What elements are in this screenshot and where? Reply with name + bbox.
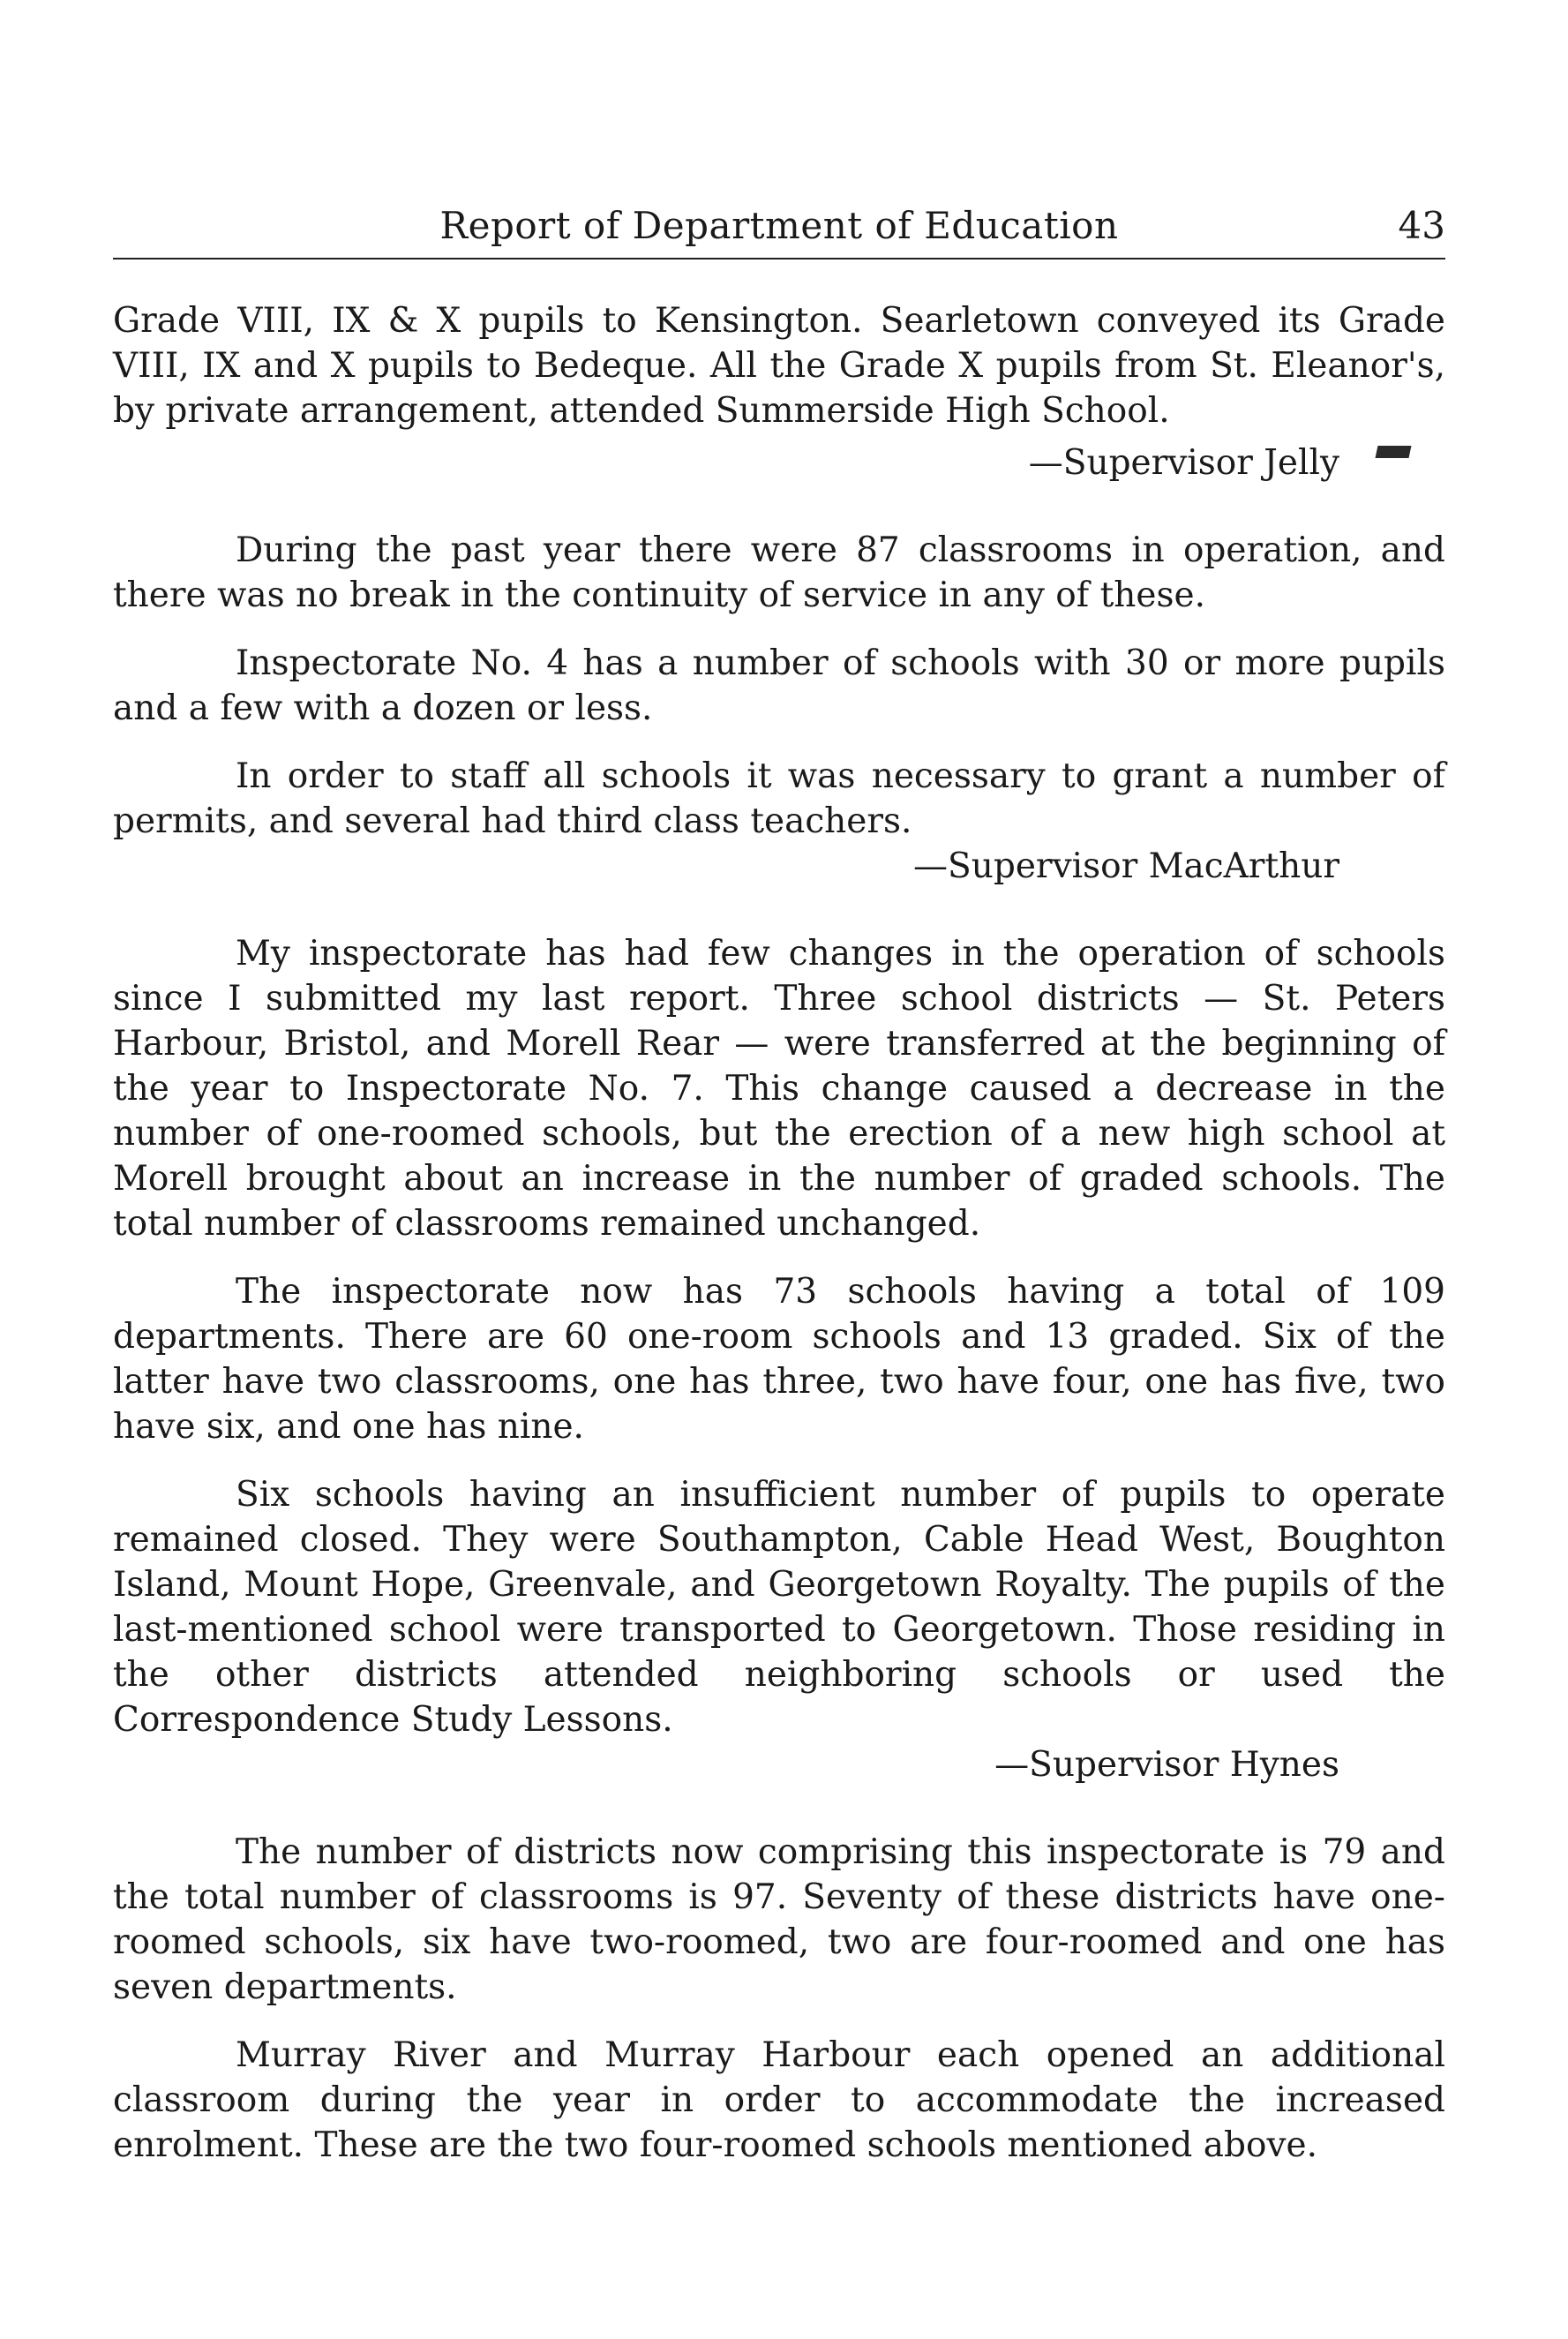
signature-jelly: —Supervisor Jelly xyxy=(1028,443,1339,483)
header-rule xyxy=(113,258,1445,259)
paragraph: During the past year there were 87 classrooms in operation, and there was no break in the continuity of service in any of these. xyxy=(113,530,1445,615)
signature-hynes: —Supervisor Hynes xyxy=(994,1745,1339,1785)
paragraph: In order to staff all schools it was necessary to grant a number of permits, and several had third class teachers. xyxy=(113,756,1445,841)
header-title: Report of Department of Education xyxy=(439,204,1119,247)
paragraph: The inspectorate now has 73 schools having a total of 109 departments. There are 60 one-room schools and 13 graded. Six of the latter have two classrooms, one has three, two have four, one has five, two have six, and one has nine. xyxy=(113,1272,1445,1447)
paragraph: Murray River and Murray Harbour each opened an additional classroom during the year in order to accommodate the increased enrolment. These are the two four-roomed schools mentioned above. xyxy=(113,2035,1445,2165)
paragraph: Inspectorate No. 4 has a number of schools with 30 or more pupils and a few with a dozen or less. xyxy=(113,643,1445,728)
paragraph: The number of districts now comprising this inspectorate is 79 and the total number of classrooms is 97. Seventy of these districts have one-roomed schools, six have two-roomed, two are four-roomed and one has seven departments. xyxy=(113,1832,1445,2007)
running-header xyxy=(113,201,1445,254)
signature-macarthur: —Supervisor MacArthur xyxy=(913,846,1339,886)
paragraph: Six schools having an insufficient number of pupils to operate remained closed. They were Southampton, Cable Head West, Boughton Island, Mount Hope, Greenvale, and Georgetown Royalty. The pupils of the last-mentioned school were transported to Georgetown. Those residing in the other districts attended neighboring schools or used the Correspondence Study Lessons. xyxy=(113,1475,1445,1740)
body-text xyxy=(113,298,1445,2191)
paragraph: Grade VIII, IX & X pupils to Kensington. Searletown conveyed its Grade VIII, IX and X pupils to Bedeque. All the Grade X pupils from St. Eleanor's, by private arrangement, attended Summerside High School. xyxy=(113,301,1445,431)
paragraph: My inspectorate has had few changes in the operation of schools since I submitted my last report. Three school districts — St. Peters Harbour, Bristol, and Morell Rear — were transferred at the beginning of the year to Inspectorate No. 7. This change caused a decrease in the number of one-roomed schools, but the erection of a new high school at Morell brought about an increase in the number of graded schools. The total number of classrooms remained unchanged. xyxy=(113,934,1445,1244)
page-number: 43 xyxy=(1398,204,1445,247)
